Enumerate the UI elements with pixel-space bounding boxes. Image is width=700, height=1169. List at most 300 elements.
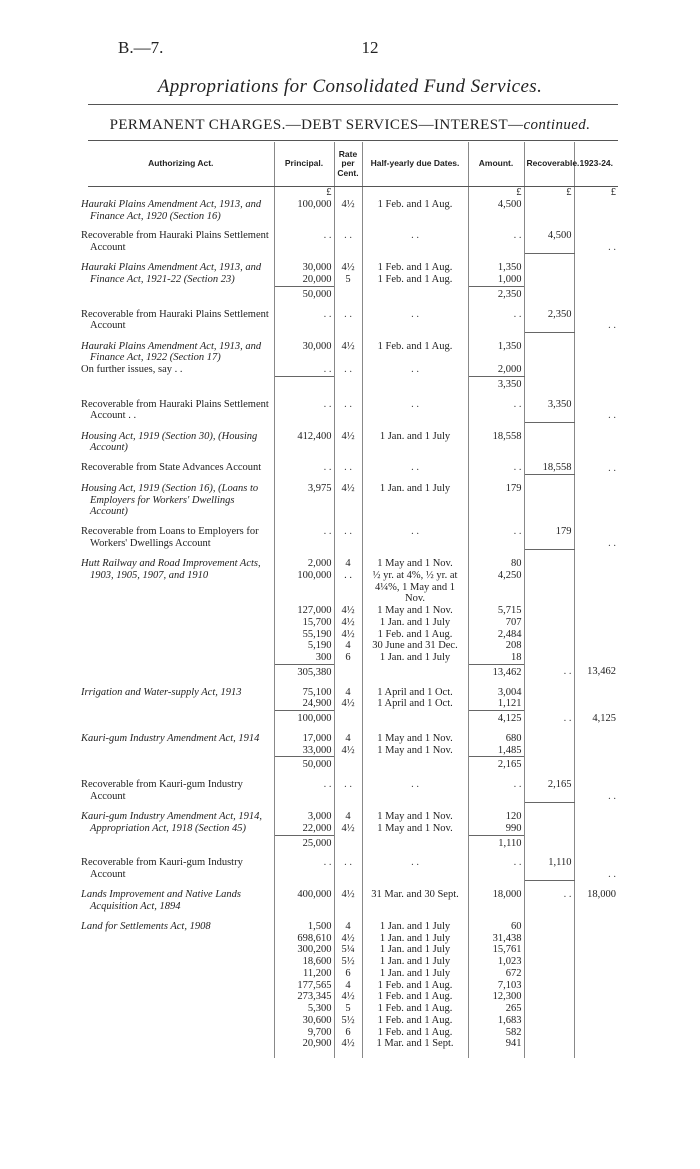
page-reference: B.—7. <box>118 38 164 57</box>
amount-value: 990 <box>468 823 524 835</box>
spacer-cell <box>88 725 274 733</box>
rate-value: 4½ <box>334 933 362 945</box>
year-dots: . . <box>608 242 616 253</box>
recoverable-cell <box>524 933 574 945</box>
year-cell <box>574 376 618 390</box>
due-dates: 1 Feb. and 1 Aug. <box>362 199 468 223</box>
year-cell <box>574 921 618 933</box>
spacer-cell <box>362 301 468 309</box>
principal-value: 30,000 <box>274 341 334 365</box>
principal-value: 15,700 <box>274 617 334 629</box>
amount-value: 582 <box>468 1027 524 1039</box>
subtitle-continued: continued. <box>523 117 591 133</box>
spacer-cell <box>468 771 524 779</box>
spacer-cell <box>334 301 362 309</box>
principal-value: 30,000 <box>274 262 334 274</box>
principal-value: 698,610 <box>274 933 334 945</box>
spacer-cell <box>362 474 468 483</box>
spacer-cell <box>468 332 524 341</box>
year-cell <box>574 991 618 1003</box>
amount-value: 15,761 <box>468 944 524 956</box>
recoverable-cell <box>524 570 574 605</box>
amount-value: 265 <box>468 1003 524 1015</box>
spacer-cell <box>468 803 524 812</box>
recoverable-row <box>88 309 618 333</box>
act-name: Hauraki Plains Amendment Act, 1913, and Finance Act, 1922 (Section 17) <box>88 341 274 365</box>
table-row <box>88 483 618 518</box>
recoverable-cell <box>524 558 574 570</box>
dots-cell: . . <box>468 857 524 881</box>
spacer-cell <box>362 332 468 341</box>
amount-value: 2,484 <box>468 629 524 641</box>
recoverable-cell <box>524 640 574 652</box>
dots-cell: . . <box>334 857 362 881</box>
dots-cell: . . <box>362 364 468 376</box>
year-cell <box>574 364 618 376</box>
table-row <box>88 199 618 223</box>
spacer-row <box>88 1050 618 1058</box>
year-cell <box>574 687 618 699</box>
table-row <box>88 262 618 274</box>
spacer-cell <box>362 550 468 559</box>
spacer-cell <box>574 222 618 230</box>
due-dates: 1 Jan. and 1 July <box>362 933 468 945</box>
spacer-cell <box>524 1050 574 1058</box>
spacer-cell <box>274 454 334 462</box>
dots-cell: . . <box>362 526 468 550</box>
spacer-cell <box>274 332 334 341</box>
spacer-cell <box>88 803 274 812</box>
recoverable-cell <box>524 262 574 274</box>
due-dates: 1 April and 1 Oct. <box>362 687 468 699</box>
principal-value: 55,190 <box>274 629 334 641</box>
recoverable-cell <box>524 652 574 664</box>
spacer-cell <box>88 913 274 921</box>
year-cell <box>574 811 618 823</box>
year-cell <box>574 640 618 652</box>
spacer-row <box>88 518 618 526</box>
spacer-cell <box>274 1050 334 1058</box>
principal-value: 75,100 <box>274 687 334 699</box>
amount-value: 18,558 <box>468 431 524 455</box>
spacer-cell <box>88 301 274 309</box>
rate-cell <box>334 757 362 771</box>
due-cell <box>362 757 468 771</box>
spacer-cell <box>524 332 574 341</box>
due-cell <box>362 835 468 849</box>
year-cell <box>574 629 618 641</box>
spacer-cell <box>362 849 468 857</box>
principal-value: 11,200 <box>274 968 334 980</box>
spacer-row <box>88 725 618 733</box>
amount-value: 18 <box>468 652 524 664</box>
due-dates: ½ yr. at 4%, ½ yr. at 4¼%, 1 May and 1 Nov. <box>362 570 468 605</box>
further-amount: 2,000 <box>468 364 524 376</box>
subtitle-rule <box>88 140 618 141</box>
spacer-cell <box>88 454 274 462</box>
recoverable-cell <box>524 605 574 617</box>
spacer-cell <box>88 391 274 399</box>
dots-cell: . . <box>334 309 362 333</box>
rate-value: 4 <box>334 687 362 699</box>
spacer-cell <box>274 422 334 431</box>
rate-value: 4½ <box>334 991 362 1003</box>
rate-cell <box>334 664 362 678</box>
recoverable-row <box>88 399 618 423</box>
spacer-cell <box>88 332 274 341</box>
spacer-row <box>88 679 618 687</box>
principal-value: 273,345 <box>274 991 334 1003</box>
amount-value: 208 <box>468 640 524 652</box>
total-principal: 50,000 <box>274 286 334 300</box>
spacer-row <box>88 881 618 890</box>
dots-cell: . . <box>334 230 362 254</box>
spacer-cell <box>334 391 362 399</box>
year-cell <box>574 483 618 518</box>
spacer-cell <box>574 881 618 890</box>
table-row <box>88 341 618 365</box>
table-row <box>88 687 618 699</box>
spacer-cell <box>574 771 618 779</box>
recoverable-label: Recoverable from Kauri-gum Industry Account <box>88 779 274 803</box>
principal-value: 3,000 <box>274 811 334 823</box>
due-dates: 1 May and 1 Nov. <box>362 823 468 835</box>
recoverable-cell <box>524 968 574 980</box>
year-cell <box>574 262 618 274</box>
spacer-cell <box>574 679 618 687</box>
dots-cell: . . <box>468 399 524 423</box>
total-amount: 1,110 <box>468 835 524 849</box>
dots-cell: . . <box>362 399 468 423</box>
rate-cell <box>334 835 362 849</box>
due-dates: 1 April and 1 Oct. <box>362 698 468 710</box>
spacer-cell <box>274 725 334 733</box>
spacer-cell <box>362 725 468 733</box>
total-row <box>88 664 618 678</box>
spacer-cell <box>574 391 618 399</box>
spacer-cell <box>524 849 574 857</box>
spacer-cell <box>88 474 274 483</box>
recoverable-cell <box>524 1015 574 1027</box>
principal-value: 9,700 <box>274 1027 334 1039</box>
spacer-cell <box>274 391 334 399</box>
spacer-cell <box>334 679 362 687</box>
spacer-row <box>88 222 618 230</box>
recoverable-value: 2,165 <box>524 779 574 803</box>
spacer-cell <box>468 679 524 687</box>
amount-value: 1,485 <box>468 745 524 757</box>
rate-value: 4½ <box>334 629 362 641</box>
year-cell <box>574 431 618 455</box>
recoverable-label: Recoverable from Hauraki Plains Settlement Account <box>88 309 274 333</box>
total-principal: 100,000 <box>274 711 334 725</box>
recoverable-value: 2,350 <box>524 309 574 333</box>
spacer-cell <box>334 803 362 812</box>
dots-cell: . . <box>334 779 362 803</box>
recoverable-cell <box>524 274 574 286</box>
spacer-cell <box>362 771 468 779</box>
act-name: Hauraki Plains Amendment Act, 1913, and Finance Act, 1921-22 (Section 23) <box>88 262 274 286</box>
recoverable-cell: . . <box>524 889 574 913</box>
principal-value: 3,975 <box>274 483 334 518</box>
year-dots: . . <box>608 462 616 474</box>
principal-value: 20,000 <box>274 274 334 286</box>
recoverable-cell <box>524 687 574 699</box>
principal-value: 127,000 <box>274 605 334 617</box>
dots-cell: . . <box>334 364 362 376</box>
due-cell <box>362 711 468 725</box>
recoverable-cell <box>524 823 574 835</box>
principal-value: 17,000 <box>274 733 334 745</box>
year-dots: . . <box>608 869 616 880</box>
year-cell <box>574 1003 618 1015</box>
spacer-cell <box>274 550 334 559</box>
rate-value: 4 <box>334 733 362 745</box>
dots-cell: . . <box>468 462 524 474</box>
spacer-cell <box>574 254 618 263</box>
total-principal: 25,000 <box>274 835 334 849</box>
rate-value: 4½ <box>334 199 362 223</box>
table-row <box>88 889 618 913</box>
act-name: Irrigation and Water-supply Act, 1913 <box>88 687 274 711</box>
rate-cell <box>334 376 362 390</box>
due-cell <box>362 376 468 390</box>
due-dates: 1 Jan. and 1 July <box>362 652 468 664</box>
spacer-cell <box>468 725 524 733</box>
recoverable-cell: . . <box>524 711 574 725</box>
dots-cell: . . <box>274 399 334 423</box>
due-dates: 1 Mar. and 1 Sept. <box>362 1038 468 1050</box>
recoverable-cell <box>524 199 574 223</box>
dots-cell: . . <box>362 230 468 254</box>
recoverable-cell <box>524 431 574 455</box>
spacer-cell <box>524 422 574 431</box>
amount-value: 4,500 <box>468 199 524 223</box>
rate-value: 6 <box>334 968 362 980</box>
due-dates: 1 Feb. and 1 Aug. <box>362 980 468 992</box>
spacer-cell <box>88 254 274 263</box>
spacer-cell <box>574 301 618 309</box>
spacer-cell <box>334 422 362 431</box>
year-cell: 13,462 <box>587 666 616 678</box>
spacer-cell <box>334 222 362 230</box>
recoverable-row <box>88 857 618 881</box>
due-dates: 1 Feb. and 1 Aug. <box>362 1015 468 1027</box>
year-cell <box>574 757 618 771</box>
act-cell <box>88 187 274 199</box>
amount-pound: £ <box>468 187 524 199</box>
year-pound: £ <box>610 187 616 198</box>
dots-cell: . . <box>468 230 524 254</box>
year-dots: . . <box>608 410 616 422</box>
amount-value: 5,715 <box>468 605 524 617</box>
recoverable-cell <box>524 733 574 745</box>
spacer-cell <box>362 518 468 526</box>
due-cell <box>362 664 468 678</box>
total-amount: 2,350 <box>468 286 524 300</box>
rate-value: 4½ <box>334 1038 362 1050</box>
spacer-cell <box>468 849 524 857</box>
recoverable-cell <box>524 811 574 823</box>
year-cell <box>574 652 618 664</box>
rate-value: 4½ <box>334 698 362 710</box>
dots-cell: . . <box>362 779 468 803</box>
due-dates: 30 June and 31 Dec. <box>362 640 468 652</box>
rate-value: 4½ <box>334 745 362 757</box>
recoverable-cell <box>524 629 574 641</box>
total-row <box>88 835 618 849</box>
total-row <box>88 376 618 390</box>
spacer-row <box>88 254 618 263</box>
spacer-cell <box>468 1050 524 1058</box>
recoverable-cell <box>524 617 574 629</box>
spacer-cell <box>274 679 334 687</box>
due-dates: 1 Jan. and 1 July <box>362 921 468 933</box>
spacer-cell <box>362 913 468 921</box>
act-name: Land for Settlements Act, 1908 <box>88 921 274 1050</box>
principal-value: 30,600 <box>274 1015 334 1027</box>
dots-cell: . . <box>274 309 334 333</box>
rate-value: 6 <box>334 1027 362 1039</box>
amount-value: 707 <box>468 617 524 629</box>
amount-value: 31,438 <box>468 933 524 945</box>
principal-value: 412,400 <box>274 431 334 455</box>
spacer-cell <box>334 849 362 857</box>
year-cell <box>574 570 618 605</box>
act-name: Kauri-gum Industry Amendment Act, 1914, Appropriation Act, 1918 (Section 45) <box>88 811 274 835</box>
spacer-cell <box>274 771 334 779</box>
amount-value: 680 <box>468 733 524 745</box>
due-dates: 1 Feb. and 1 Aug. <box>362 629 468 641</box>
year-dots: . . <box>608 320 616 332</box>
year-cell <box>574 968 618 980</box>
due-dates: 1 Jan. and 1 July <box>362 617 468 629</box>
spacer-cell <box>274 881 334 890</box>
rate-value: 4½ <box>334 823 362 835</box>
recoverable-label: Recoverable from Hauraki Plains Settlement Account . . <box>88 399 274 423</box>
act-name: Kauri-gum Industry Amendment Act, 1914 <box>88 733 274 757</box>
page-title: Appropriations for Consolidated Fund Services. <box>157 76 543 97</box>
spacer-cell <box>274 803 334 812</box>
spacer-cell <box>334 518 362 526</box>
dots-cell: . . <box>274 526 334 550</box>
spacer-row <box>88 301 618 309</box>
spacer-cell <box>274 518 334 526</box>
total-amount: 3,350 <box>468 376 524 390</box>
spacer-row <box>88 849 618 857</box>
year-cell <box>574 980 618 992</box>
recoverable-cell <box>524 1003 574 1015</box>
year-cell <box>574 274 618 286</box>
principal-value: 300 <box>274 652 334 664</box>
spacer-cell <box>574 803 618 812</box>
dots-cell: . . <box>334 399 362 423</box>
recoverable-label: Recoverable from State Advances Account <box>88 462 274 474</box>
dots-cell: . . <box>274 230 334 254</box>
year-cell <box>574 286 618 300</box>
act-name: Hauraki Plains Amendment Act, 1913, and Finance Act, 1920 (Section 16) <box>88 199 274 223</box>
year-cell <box>574 956 618 968</box>
principal-value: 24,900 <box>274 698 334 710</box>
rate-value: 5¼ <box>334 944 362 956</box>
principal-value: 300,200 <box>274 944 334 956</box>
spacer-cell <box>88 518 274 526</box>
rate-value: 4½ <box>334 341 362 365</box>
amount-value: 3,004 <box>468 687 524 699</box>
spacer-cell <box>334 881 362 890</box>
spacer-cell <box>362 1050 468 1058</box>
due-dates: 1 Feb. and 1 Aug. <box>362 1003 468 1015</box>
table-body <box>81 187 618 1059</box>
spacer-cell <box>468 881 524 890</box>
amount-value: 7,103 <box>468 980 524 992</box>
spacer-cell <box>468 301 524 309</box>
table-row <box>88 431 618 455</box>
header-rate: Rate per Cent. <box>334 142 362 187</box>
spacer-cell <box>334 1050 362 1058</box>
amount-value: 120 <box>468 811 524 823</box>
total-row <box>88 757 618 771</box>
rate-value: 4 <box>334 640 362 652</box>
year-cell <box>574 835 618 849</box>
year-cell <box>574 1015 618 1027</box>
year-cell <box>574 944 618 956</box>
spacer-cell <box>574 849 618 857</box>
recoverable-cell <box>524 483 574 518</box>
amount-value: 672 <box>468 968 524 980</box>
spacer-cell <box>468 550 524 559</box>
recoverable-cell <box>524 944 574 956</box>
rate-cell <box>334 187 362 199</box>
principal-value: 1,500 <box>274 921 334 933</box>
rate-value: 4½ <box>334 889 362 913</box>
total-row <box>88 286 618 300</box>
section-subtitle <box>0 117 700 134</box>
total-amount: 2,165 <box>468 757 524 771</box>
further-row <box>88 364 618 376</box>
appropriations-table <box>81 142 618 1058</box>
spacer-cell <box>468 391 524 399</box>
recoverable-label: Recoverable from Hauraki Plains Settlement Account <box>88 230 274 254</box>
rate-value: 4 <box>334 558 362 570</box>
due-cell <box>362 187 468 199</box>
due-dates: 1 Feb. and 1 Aug. <box>362 991 468 1003</box>
due-dates: 1 Feb. and 1 Aug. <box>362 341 468 365</box>
spacer-cell <box>88 771 274 779</box>
principal-value: 400,000 <box>274 889 334 913</box>
due-dates: 1 Jan. and 1 July <box>362 944 468 956</box>
spacer-cell <box>524 725 574 733</box>
due-dates: 1 Feb. and 1 Aug. <box>362 1027 468 1039</box>
amount-value: 80 <box>468 558 524 570</box>
recoverable-cell <box>524 376 574 390</box>
page-number: 12 <box>361 38 379 57</box>
spacer-cell <box>524 454 574 462</box>
spacer-cell <box>334 771 362 779</box>
spacer-cell <box>468 222 524 230</box>
rate-value: 4½ <box>334 483 362 518</box>
total-amount: 13,462 <box>468 664 524 678</box>
recoverable-cell: . . <box>524 664 574 678</box>
act-cell <box>88 835 274 849</box>
recoverable-value: 18,558 <box>524 462 574 474</box>
due-dates: 1 May and 1 Nov. <box>362 733 468 745</box>
amount-value: 1,023 <box>468 956 524 968</box>
spacer-cell <box>524 881 574 890</box>
rate-value: 5 <box>334 1003 362 1015</box>
recoverable-cell <box>524 341 574 365</box>
rate-value: 4 <box>334 921 362 933</box>
